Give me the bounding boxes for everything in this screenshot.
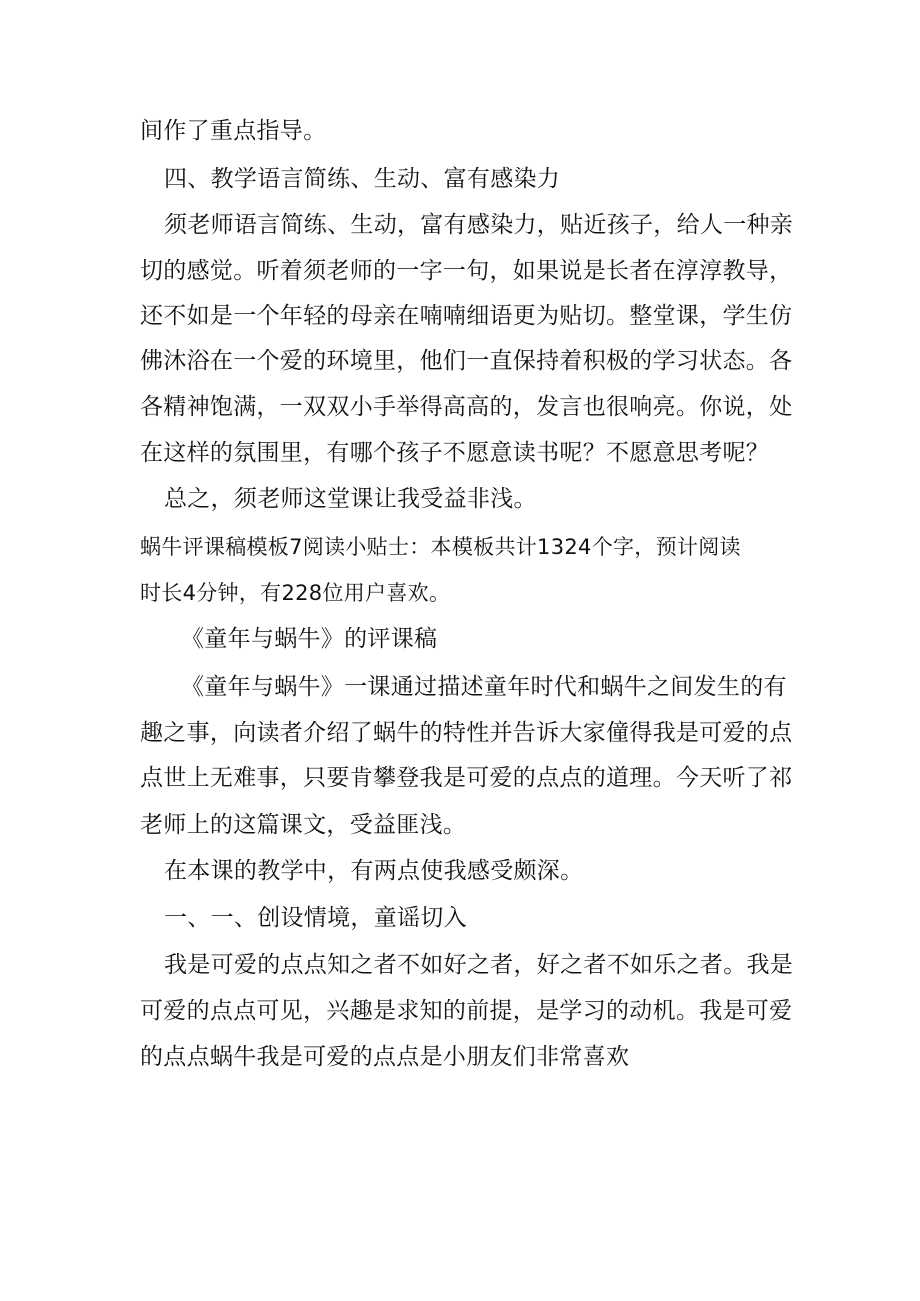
reading-tip-line: 蜗牛评课稿模板7阅读小贴士：本模板共计1324个字，预计阅读 (140, 535, 741, 559)
paragraph-line: 须老师语言简练、生动，富有感染力，贴近孩子，给人一种亲 (164, 212, 794, 238)
paragraph-line: 可爱的点点可见，兴趣是求知的前提，是学习的动机。我是可爱 (140, 998, 793, 1024)
paragraph-line: 还不如是一个年轻的母亲在喃喃细语更为贴切。整堂课，学生仿 (140, 303, 793, 329)
paragraph-line: 趣之事，向读者介绍了蜗牛的特性并告诉大家僮得我是可爱的点 (140, 720, 793, 746)
reading-tip-line: 时长4分钟，有228位用户喜欢。 (140, 581, 451, 605)
paragraph-line: 在这样的氛围里，有哪个孩子不愿意读书呢？不愿意思考呢？ (140, 440, 770, 466)
paragraph-line: 各精神饱满，一双双小手举得高高的，发言也很响亮。你说，处 (140, 394, 793, 420)
article-title: 《童年与蜗牛》的评课稿 (181, 626, 438, 652)
paragraph-line: 老师上的这篇课文，受益匪浅。 (140, 812, 467, 838)
paragraph-line: 《童年与蜗牛》一课通过描述童年时代和蜗牛之间发生的有 (181, 674, 787, 700)
paragraph-line: 间作了重点指导。 (140, 118, 327, 144)
paragraph-line: 在本课的教学中，有两点使我感受颇深。 (164, 858, 584, 884)
section-heading: 四、教学语言简练、生动、富有感染力 (164, 166, 561, 192)
section-heading: 一、一、创设情境，童谣切入 (164, 905, 467, 931)
paragraph-line: 我是可爱的点点知之者不如好之者，好之者不如乐之者。我是 (164, 952, 794, 978)
paragraph-line: 点世上无难事，只要肯攀登我是可爱的点点的道理。今天听了祁 (140, 765, 793, 791)
paragraph-line: 佛沐浴在一个爱的环境里，他们一直保持着积极的学习状态。各 (140, 348, 793, 374)
paragraph-line: 切的感觉。听着须老师的一字一句，如果说是长者在淳淳教导， (140, 258, 793, 284)
paragraph-line: 的点点蜗牛我是可爱的点点是小朋友们非常喜欢 (140, 1044, 630, 1070)
paragraph-line: 总之，须老师这堂课让我受益非浅。 (164, 486, 537, 512)
